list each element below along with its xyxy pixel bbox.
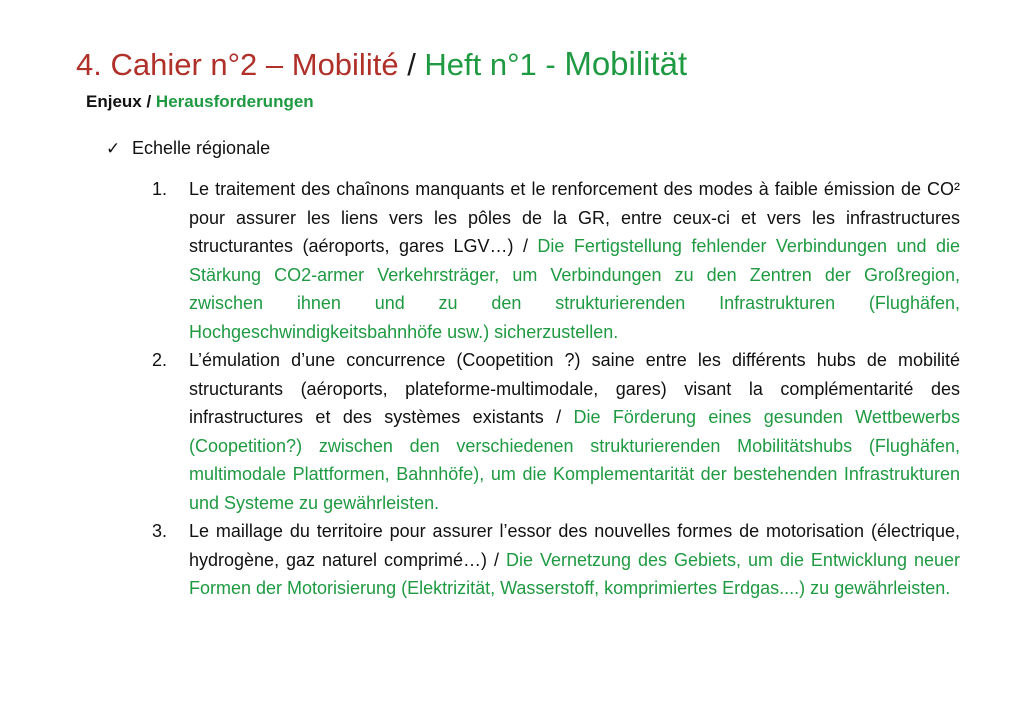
title-separator: /	[398, 47, 425, 82]
subtitle-french: Enjeux	[86, 92, 142, 111]
list-item	[152, 175, 960, 346]
numbered-list	[152, 175, 960, 603]
list-item-number: 3.	[152, 521, 168, 541]
slide-subtitle	[86, 90, 314, 114]
list-item	[152, 346, 960, 517]
section-heading: Echelle régionale	[132, 138, 271, 158]
title-german-word: Mobilität	[564, 45, 688, 82]
subtitle-german: Herausforderungen	[155, 92, 314, 111]
list-item-french-text: Le maillage du territoire pour assurer l’essor des nouvelles formes de motorisation (électrique, hydrogène, gaz naturel comprimé…) /	[189, 521, 960, 570]
list-item-french-text: L’émulation d’une concurrence (Coopetition ?) saine entre les différents hubs de mobilité structurants (aéroports, plateforme-multimodale, gares) visant la complémentarité des infrastructures et des systèmes existants /	[189, 350, 960, 427]
list-item-number: 1.	[152, 179, 168, 199]
checkmark-icon: ✓	[106, 139, 121, 158]
list-item-german-text: Die Vernetzung des Gebiets, um die Entwicklung neuer Formen der Motorisierung (Elektrizität, Wasserstoff, komprimiertes Erdgas....) zu gewährleisten.	[189, 549, 960, 598]
title-german: Heft n°1 -	[424, 47, 565, 82]
list-item-french-text: Le traitement des chaînons manquants et le renforcement des modes à faible émission de CO² pour assurer les liens vers les pôles de la GR, entre ceux-ci et vers les infrastructures structurantes (aéroports, gares LGV…) /	[189, 179, 960, 256]
subtitle-separator: /	[141, 92, 156, 111]
slide-title	[76, 44, 687, 85]
section-bullet	[106, 135, 270, 162]
title-french: 4. Cahier n°2 – Mobilité	[76, 47, 399, 82]
list-item-german-text: Die Fertigstellung fehlender Verbindungen und die Stärkung CO2-armer Verkehrsträger, um Verbindungen zu den Zentren der Großregion, zwischen ihnen und zu den strukturierenden Infrastrukturen (Flughäfen, Hochgeschwindigkeitsbahnhöfe usw.) sicherzustellen.	[189, 236, 960, 342]
list-item	[152, 517, 960, 603]
list-item-german-text: Die Förderung eines gesunden Wettbewerbs (Coopetition?) zwischen den verschiedenen strukturierenden Mobilitätshubs (Flughäfen, multimodale Plattformen, Bahnhöfe), um die Komplementarität der bestehenden Infrastrukturen und Systeme zu gewährleisten.	[189, 407, 960, 513]
list-item-number: 2.	[152, 350, 168, 370]
